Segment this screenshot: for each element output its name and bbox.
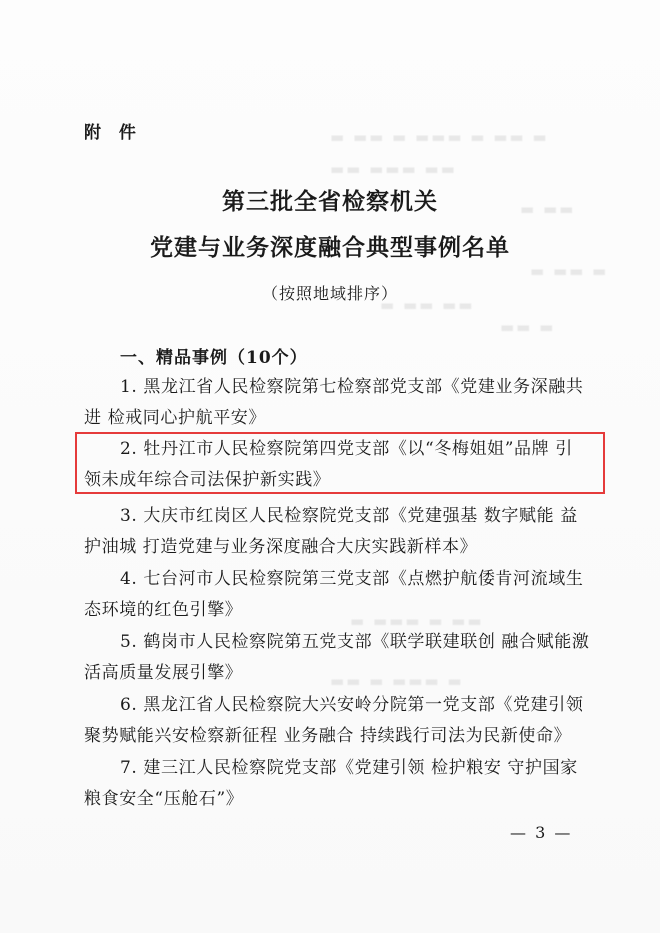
list-item-line1: 2. 牡丹江市人民检察院第四党支部《以“冬梅姐姐”品牌 引 <box>120 439 573 459</box>
list-item <box>84 627 590 689</box>
list-item-line2: 领未成年综合司法保护新实践》 <box>84 470 331 490</box>
list-item-line2: 进 检戒同心护航平安》 <box>84 408 267 428</box>
bleed-through-mark: ▬ ▬▬ ▬ ▬▬▬ ▬ ▬▬ ▬ <box>330 128 549 146</box>
list-item <box>84 564 584 626</box>
attachment-label: 附 件 <box>84 123 142 143</box>
highlight-box <box>75 432 605 494</box>
document-subtitle: （按照地域排序） <box>261 284 398 303</box>
bleed-through-mark: ▬ ▬▬▬ ▬ ▬▬ <box>350 612 484 630</box>
list-item-line2: 聚势赋能兴安检察新征程 业务融合 持续践行司法为民新使命》 <box>84 726 572 746</box>
document-title-line2: 党建与业务深度融合典型事例名单 <box>150 234 510 261</box>
list-item <box>84 501 584 563</box>
list-item-line1: 5. 鹤岗市人民检察院第五党支部《联学联建联创 融合赋能激 <box>120 632 590 652</box>
list-item-line1: 7. 建三江人民检察院党支部《党建引领 检护粮安 守护国家 <box>120 758 578 778</box>
bleed-through-mark: ▬▬ ▬▬▬ ▬▬ <box>330 160 457 178</box>
document-title-line1: 第三批全省检察机关 <box>222 188 438 215</box>
bleed-through-mark: ▬ ▬▬ ▬▬ <box>380 296 475 314</box>
list-item-line2: 护油城 打造党建与业务深度融合大庆实践新样本》 <box>84 537 478 557</box>
section-heading: 一、精品事例（10个） <box>120 348 308 368</box>
list-item-line2: 态环境的红色引擎》 <box>84 600 243 620</box>
list-item-line1: 4. 七台河市人民检察院第三党支部《点燃护航倭肯河流域生 <box>120 569 584 589</box>
bleed-through-mark: ▬ ▬▬ ▬ <box>530 262 609 280</box>
list-item <box>84 753 584 815</box>
bleed-through-mark: ▬ ▬▬ <box>520 200 576 218</box>
bleed-through-mark: ▬▬ ▬ ▬▬▬ ▬ <box>330 672 464 690</box>
list-item-line1: 6. 黑龙江省人民检察院大兴安岭分院第一党支部《党建引领 <box>120 695 584 715</box>
list-item-line1: 3. 大庆市红岗区人民检察院党支部《党建强基 数字赋能 益 <box>120 506 578 526</box>
list-item-line1: 1. 黑龙江省人民检察院第七检察部党支部《党建业务深融共 <box>120 377 584 397</box>
list-item <box>84 690 584 752</box>
list-item-line2: 粮食安全“压舱石”》 <box>84 789 244 809</box>
list-item <box>84 372 584 434</box>
page-number: — 3 — <box>510 823 573 842</box>
list-item-line2: 活高质量发展引擎》 <box>84 663 243 683</box>
bleed-through-mark: ▬▬ ▬ <box>500 318 556 336</box>
